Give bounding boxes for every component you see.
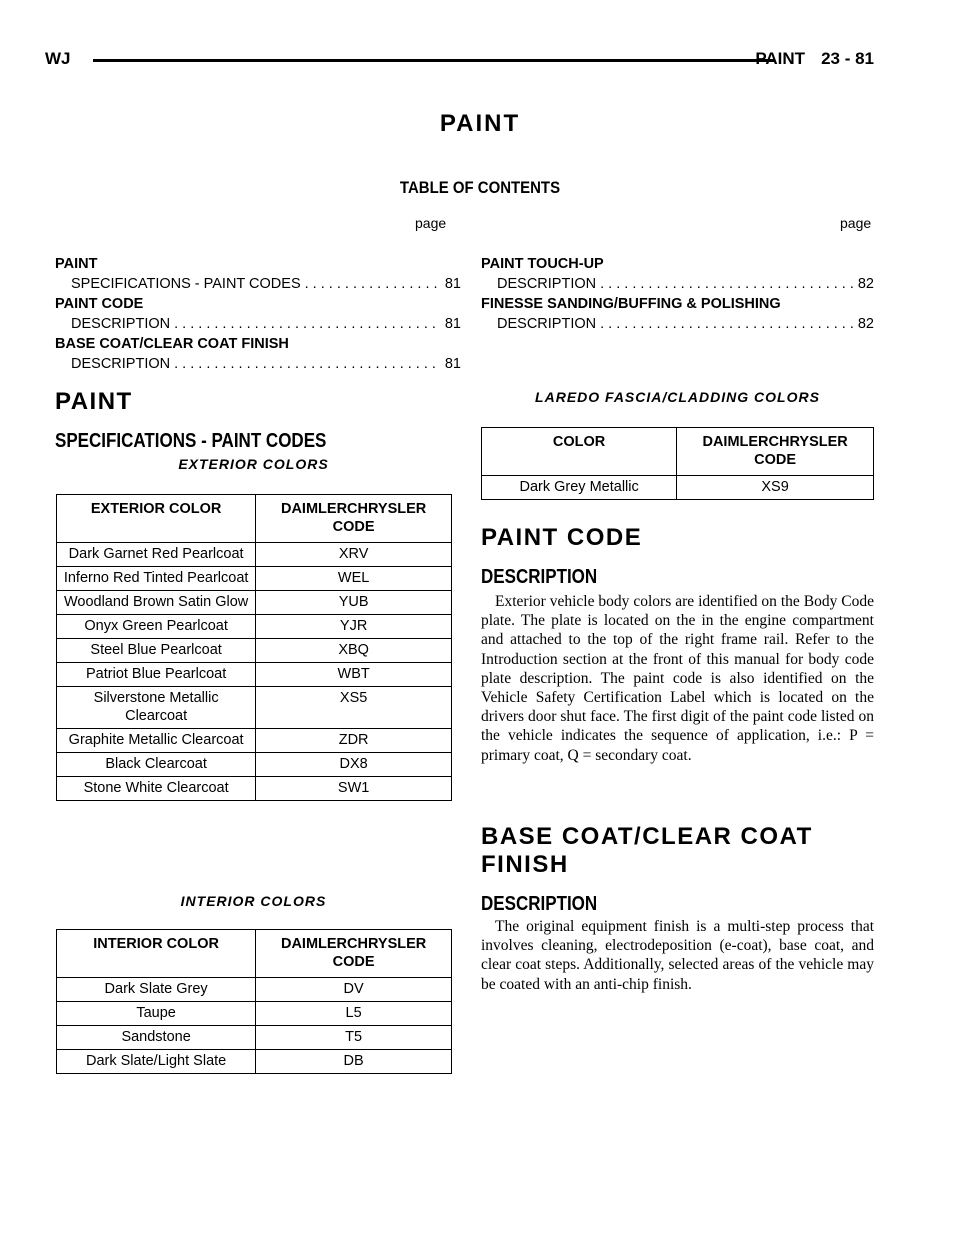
- color-code-cell: XBQ: [256, 639, 452, 663]
- color-name-cell: Sandstone: [57, 1026, 256, 1050]
- base-coat-description: [481, 917, 874, 994]
- toc-entry[interactable]: [55, 314, 461, 334]
- paint-code-heading: PAINT CODE: [481, 524, 643, 551]
- toc-entry-label: DESCRIPTION: [71, 356, 171, 372]
- color-code-cell: WBT: [256, 663, 452, 687]
- header-vehicle-code: WJ: [45, 49, 71, 68]
- laredo-colors-table: [481, 427, 874, 500]
- toc-leader: [174, 314, 441, 334]
- toc-entry-label: DESCRIPTION: [71, 316, 171, 332]
- exterior-caption: EXTERIOR COLORS: [178, 456, 329, 472]
- table-row: [57, 615, 452, 639]
- color-name-cell: Taupe: [57, 1002, 256, 1026]
- running-header: [45, 47, 874, 73]
- color-name-cell: Steel Blue Pearlcoat: [57, 639, 256, 663]
- toc-page-label-right: page: [840, 215, 872, 231]
- paragraph: Exterior vehicle body colors are identified on the Body Code plate. The plate is located on the in the engine compartment and attached to the top of the right frame rail. Refer to the Introduction section at the front of this manual for body code plate description. The paint code is also identified on the Vehicle Safety Certification Label which is located on the drivers door shut face. The first digit of the paint code listed on the vehicle indicates the sequence of application, i.e.: P = primary coat, Q = secondary coat.: [481, 593, 874, 764]
- toc-page-label-left: page: [415, 215, 447, 231]
- table-row: [57, 777, 452, 801]
- toc-section[interactable]: PAINT: [55, 256, 98, 272]
- interior-colors-table: [56, 929, 452, 1074]
- toc-leader: [174, 354, 441, 374]
- base-coat-heading-line: BASE COAT/CLEAR COAT: [481, 823, 813, 850]
- header-page-number: 23 - 81: [821, 49, 874, 68]
- toc-section[interactable]: FINESSE SANDING/BUFFING & POLISHING: [481, 296, 781, 312]
- toc-entry-page: 81: [444, 356, 461, 372]
- color-code-cell: T5: [256, 1026, 452, 1050]
- toc-section[interactable]: PAINT CODE: [55, 296, 144, 312]
- color-name-cell: Patriot Blue Pearlcoat: [57, 663, 256, 687]
- page-title: PAINT: [439, 110, 521, 137]
- table-row: [57, 639, 452, 663]
- color-name-cell: Woodland Brown Satin Glow: [57, 591, 256, 615]
- toc-entry-label: DESCRIPTION: [497, 276, 597, 292]
- color-code-cell: XS5: [256, 687, 452, 729]
- paint-code-description: [481, 592, 874, 765]
- table-row: [57, 753, 452, 777]
- color-code-cell: XRV: [256, 543, 452, 567]
- header-section: PAINT: [755, 49, 806, 68]
- column-header: DAIMLERCHRYSLER CODE: [677, 428, 874, 476]
- base-coat-heading: [481, 823, 813, 879]
- color-name-cell: Dark Grey Metallic: [482, 476, 677, 500]
- toc-entry[interactable]: [55, 354, 461, 374]
- toc-entry-page: 81: [444, 316, 461, 332]
- color-code-cell: DV: [256, 978, 452, 1002]
- table-row: [57, 1050, 452, 1074]
- table-row: [57, 687, 452, 729]
- table-header-row: [57, 495, 452, 543]
- header-rule: [93, 59, 775, 62]
- toc-entry[interactable]: [481, 274, 874, 294]
- toc-section[interactable]: PAINT TOUCH-UP: [481, 256, 604, 272]
- laredo-caption: LAREDO FASCIA/CLADDING COLORS: [535, 389, 820, 405]
- toc-entry-page: 82: [857, 276, 874, 292]
- toc-title: TABLE OF CONTENTS: [399, 178, 561, 197]
- table-row: [57, 729, 452, 753]
- color-code-cell: WEL: [256, 567, 452, 591]
- column-header: COLOR: [482, 428, 677, 476]
- color-code-cell: XS9: [677, 476, 874, 500]
- color-name-cell: Dark Slate Grey: [57, 978, 256, 1002]
- table-row: [57, 591, 452, 615]
- interior-caption: INTERIOR COLORS: [180, 893, 327, 909]
- color-code-cell: L5: [256, 1002, 452, 1026]
- toc-entry-page: 81: [444, 276, 461, 292]
- table-header-row: [57, 930, 452, 978]
- column-header: DAIMLERCHRYSLER CODE: [256, 495, 452, 543]
- table-row: [57, 663, 452, 687]
- color-code-cell: ZDR: [256, 729, 452, 753]
- color-name-cell: Dark Garnet Red Pearlcoat: [57, 543, 256, 567]
- color-code-cell: YJR: [256, 615, 452, 639]
- toc-entry[interactable]: [481, 314, 874, 334]
- toc-leader: [600, 314, 854, 334]
- table-row: [57, 1026, 452, 1050]
- table-header-row: [482, 428, 874, 476]
- color-name-cell: Black Clearcoat: [57, 753, 256, 777]
- color-code-cell: DB: [256, 1050, 452, 1074]
- exterior-colors-table: [56, 494, 452, 801]
- table-row: [57, 543, 452, 567]
- toc-leader: [305, 274, 441, 294]
- table-row: [482, 476, 874, 500]
- color-name-cell: Inferno Red Tinted Pearlcoat: [57, 567, 256, 591]
- toc-entry-label: SPECIFICATIONS - PAINT CODES: [71, 276, 301, 292]
- table-row: [57, 567, 452, 591]
- toc-entry-page: 82: [857, 316, 874, 332]
- specs-heading: SPECIFICATIONS - PAINT CODES: [55, 430, 327, 452]
- toc-entry[interactable]: [55, 274, 461, 294]
- column-header: DAIMLERCHRYSLER CODE: [256, 930, 452, 978]
- color-name-cell: Onyx Green Pearlcoat: [57, 615, 256, 639]
- color-name-cell: Graphite Metallic Clearcoat: [57, 729, 256, 753]
- header-right: [739, 49, 874, 69]
- table-row: [57, 1002, 452, 1026]
- base-coat-description-heading: DESCRIPTION: [481, 893, 598, 915]
- toc-left-column: [55, 254, 461, 374]
- base-coat-heading-line: FINISH: [481, 851, 569, 878]
- toc-section[interactable]: BASE COAT/CLEAR COAT FINISH: [55, 336, 289, 352]
- color-name-cell: Dark Slate/Light Slate: [57, 1050, 256, 1074]
- toc-leader: [600, 274, 854, 294]
- color-code-cell: YUB: [256, 591, 452, 615]
- column-header: INTERIOR COLOR: [57, 930, 256, 978]
- color-code-cell: SW1: [256, 777, 452, 801]
- table-row: [57, 978, 452, 1002]
- column-header: EXTERIOR COLOR: [57, 495, 256, 543]
- color-name-cell: Stone White Clearcoat: [57, 777, 256, 801]
- paint-heading: PAINT: [55, 388, 133, 415]
- color-name-cell: Silverstone Metallic Clearcoat: [57, 687, 256, 729]
- toc-right-column: [481, 254, 874, 334]
- toc-entry-label: DESCRIPTION: [497, 316, 597, 332]
- color-code-cell: DX8: [256, 753, 452, 777]
- paragraph: The original equipment finish is a multi-step process that involves cleaning, electrodeposition (e-coat), base coat, and clear coat steps. Additionally, selected areas of the vehicle may be coated with an anti-chip finish.: [481, 918, 874, 993]
- paint-code-description-heading: DESCRIPTION: [481, 566, 598, 588]
